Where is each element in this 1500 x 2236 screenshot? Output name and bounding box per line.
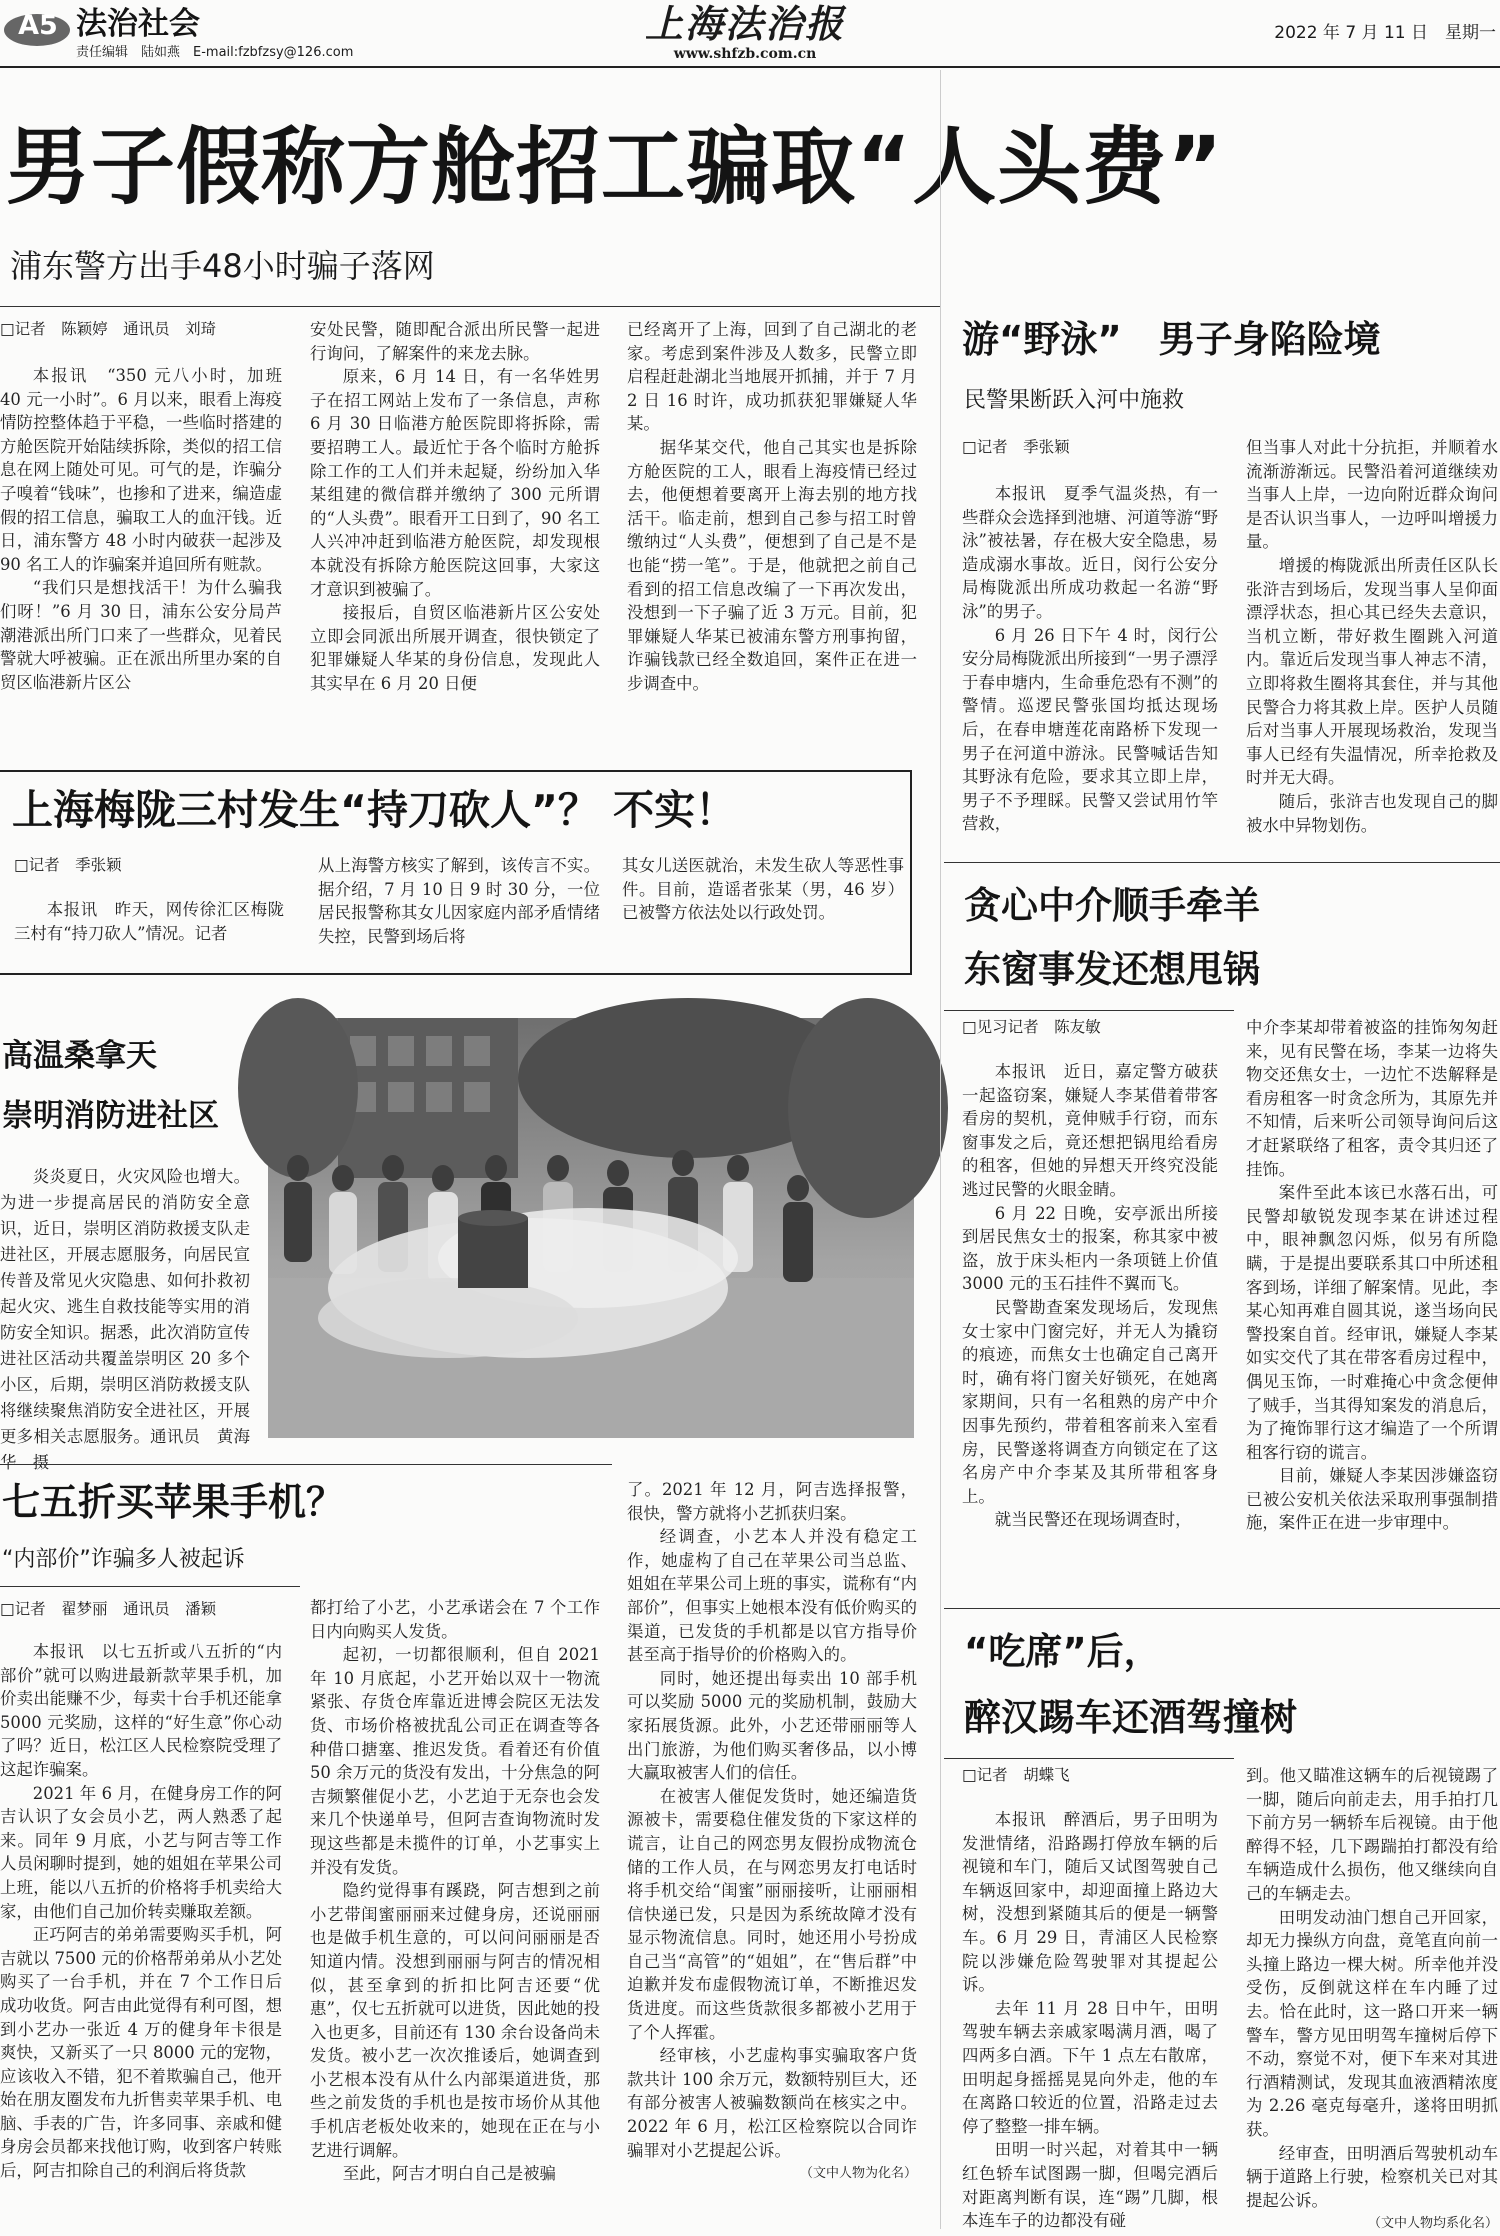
apple-column-2: 都打给了小艺，小艺承诺会在 7 个工作日内向购买人发货。 起初，一切都很顺利，但自 2021 年 10 月底起，小艺开始以双十一物流紧张、存货仓库靠近进博会院区无法发货、市场价格被扰乱公司正在调查等各种借口搪塞、推迟发货。看着还有价值 50 余万元的货没有发出，十分焦急的阿吉频繁催促小艺，小艺迫于无奈也会发来几个快递单号，但阿吉查询物流时发现这些都是未揽件的订单，小艺事实上并没有发货。 隐约觉得事有蹊跷，阿吉想到之前小艺带闺蜜丽丽来过健身房，还说丽丽也是做手机生意的，可以问问丽丽是否知道内情。没想到丽丽与阿吉的情况相似，甚至拿到的折扣比阿吉还要“优惠”，仅七五折就可以进货，因此她的投入也更多，目前还有 130 余台设备尚未发货。被小艺一次次推诿后，她调查到小艺根本没有从什么内部渠道进货，那些之前发货的手机也是按市场价从其他手机店老板处收来的，她现在正在与小艺进行调解。 至此，阿吉才明白自己是被骗 bbox=[310, 1598, 600, 2184]
apple-column-1: 本报讯 以七五折或八五折的“内部价”就可以购进最新款苹果手机，加价卖出能赚不少，每卖十台手机还能拿 5000 元奖励，这样的“好生意”你心动了吗？近日，松江区人民检察院受理了这起诈骗案。 2021 年 6 月，在健身房工作的阿吉认识了女会员小艺，两人熟悉了起来。同年 9 月底，小艺与阿吉等工作人员闲聊时提到，她的姐姐在苹果公司上班，能以八五折的价格将手机卖给大家，由他们自己加价转卖赚取差额。 正巧阿吉的弟弟需要购买手机，阿吉就以 7500 元的价格帮弟弟从小艺处购买了一台手机，并在 7 个工作日后成功收货。阿吉由此觉得有利可图，想到小艺办一张近 4 万的健身年卡很是爽快，又新买了一只 8000 元的宠物，应该收入不错，犯不着欺骗自己，他开始在朋友圈发布九折售卖苹果手机、电脑、手表的广告，许多同事、亲戚和健身房会员都来找他订购，收到客户转账后，阿吉扣除自己的利润后将货款 bbox=[0, 1642, 282, 2181]
section-title: 法治社会 bbox=[76, 6, 200, 42]
rumor-column-3: 其女儿送医就治，未发生砍人等恶性事件。目前，造谣者张某（男，46 岁）已被警方依法处以行政处罚。 bbox=[622, 856, 904, 923]
agent-byline: □见习记者 陈友敏 bbox=[962, 1018, 1101, 1036]
drunk-column-2: 到。他又瞄准这辆车的后视镜踢了一脚，随后向前走去，用手拍打几下前方另一辆轿车后视镜。由于他醉得不轻，几下踢踹拍打都没有给车辆造成什么损伤，他又继续向自己的车辆走去。 田明发动油门想自己开回家，却无力操纵方向盘，竟笔直向前一头撞上路边一棵大树。所幸他并没受伤，反倒就这样在车内睡了过去。恰在此时，这一路口开来一辆警车，警方见田明驾车撞树后停下不动，察觉不对，便下车来对其进行酒精测试，发现其血液酒精浓度为 2.26 毫克每毫升，遂将田明抓获。 经审查，田明酒后驾驶机动车辆于道路上行驶，检察机关已对其提起公诉。 （文中人物均系化名） bbox=[1246, 1764, 1498, 2229]
drunk-column-1: 本报讯 醉酒后，男子田明为发泄情绪，沿路踢打停放车辆的后视镜和车门，随后又试图驾驶自己车辆返回家中，却迎面撞上路边大树，没想到紧随其后的便是一辆警车。6 月 29 日，青浦区人民检察院以涉嫌危险驾驶罪对其提起公诉。 去年 11 月 28 日中午，田明驾驶车辆去亲戚家喝满月酒，喝了四两多白酒。下午 1 点左右散席，田明起身摇摇晃晃向外走，他的车在离路口较近的位置，沿路走过去停了整整一排车辆。 田明一时兴起，对着其中一辆红色轿车试图踢一脚，但喝完酒后对距离判断有误，连“踢”几脚，根本连车子的边都没有碰 bbox=[962, 1810, 1218, 2231]
apple-subhead: “内部价”诈骗多人被起诉 bbox=[2, 1547, 245, 1572]
drunk-rule bbox=[944, 1758, 1234, 1759]
agent-title-2: 东窗事发还想甩锅 bbox=[964, 948, 1260, 991]
swim-column-2: 但当事人对此十分抗拒，并顺着水流渐游渐远。民警沿着河道继续劝当事人上岸，一边向附近群众询问是否认识当事人，一边呼叫增援力量。 增援的梅陇派出所责任区队长张浒吉到场后，发现当事人呈仰面漂浮状态，担心其已经失去意识，当机立断，带好救生圈跳入河道内。靠近后发现当事人神志不清，立即将救生圈将其套住，并与其他民警合力将其救上岸。医护人员随后对当事人开展现场救治，发现当事人已经有失温情况，所幸抢救及时并无大碍。 随后，张浒吉也发现自己的脚被水中异物划伤。 bbox=[1246, 438, 1498, 835]
page-number-badge: A5 bbox=[4, 6, 70, 46]
apple-byline: □记者 翟梦丽 通讯员 潘颖 bbox=[0, 1600, 217, 1618]
drunk-top-rule bbox=[944, 1608, 1500, 1609]
agent-column-2: 中介李某却带着被盗的挂饰匆匆赶来，见有民警在场，李某一边将失物交还焦女士，一边忙不迭解释是看房租客一时贪念所为，其原先并不知情，后来听公司领导询问后这才赶紧联络了租客，责令其归还了挂饰。 案件至此本该已水落石出，可民警却敏锐发现李某在讲述过程中，眼神飘忽闪烁，似另有所隐瞒，于是提出要联系其口中所述租客到场，详细了解案情。见此，李某心知再难自圆其说，遂当场向民警投案自首。经审讯，嫌疑人李某如实交代了其在带客看房过程中，偶见玉饰，一时难掩心中贪念便伸了贼手，当其得知案发的消息后，为了掩饰罪行这才编造了一个所谓租客行窃的谎言。 目前，嫌疑人李某因涉嫌盗窃已被公安机关依法采取刑事强制措施，案件正在进一步审理中。 bbox=[1246, 1018, 1498, 1533]
issue-date: 2022 年 7 月 11 日 星期一 bbox=[1274, 23, 1496, 43]
fire-drill-photo bbox=[268, 1018, 914, 1438]
fire-drill-photo-art bbox=[268, 1018, 914, 1438]
swim-subhead: 民警果断跃入河中施救 bbox=[964, 388, 1185, 413]
lead-subhead: 浦东警方出手48小时骗子落网 bbox=[10, 247, 435, 285]
lead-column-1: 本报讯 “350 元八小时，加班 40 元一小时”。6 月以来，眼看上海疫情防控整体趋于平稳，一些临时搭建的方舱医院开始陆续拆除，类似的招工信息在网上随处可见。可气的是，诈骗分子嗅着“钱味”，也掺和了进来，编造虚假的招工信息，骗取工人的血汗钱。近日，浦东警方 48 小时内破获一起涉及 90 名工人的诈骗案并追回所有赃款。 “我们只是想找活干！为什么骗我们呀！”6 月 30 日，浦东公安分局芦潮港派出所门口来了一些群众，见着民警就大呼被骗。正在派出所里办案的自贸区临港新片区公 bbox=[0, 366, 282, 692]
right-column-divider bbox=[940, 70, 941, 2229]
lead-column-2: 安处民警，随即配合派出所民警一起进行询问，了解案件的来龙去脉。 原来，6 月 14 日，有一名华姓男子在招工网站上发布了一条信息，声称 6 月 30 日临港方舱医院即将拆除，需要招聘工人。最近忙于各个临时方舱拆除工作的工人们并未起疑，纷纷加入华某组建的微信群并缴纳了 300 元所谓的“人头费”。眼看开工日到了，90 名工人兴冲冲赶到临港方舱医院，却发现根本就没有拆除方舱医院这回事，大家这才意识到被骗了。 接报后，自贸区临港新片区公安处立即会同派出所展开调查，很快锁定了犯罪嫌疑人华某的身份信息，发现此人其实早在 6 月 20 日便 bbox=[310, 320, 600, 693]
rumor-column-1: 本报讯 昨天，网传徐汇区梅陇三村有“持刀砍人”情况。记者 bbox=[14, 900, 284, 943]
agent-title-1: 贪心中介顺手牵羊 bbox=[964, 884, 1260, 927]
drunk-note: （文中人物均系化名） bbox=[1367, 2216, 1498, 2232]
lead-rule bbox=[0, 306, 940, 307]
fire-title-1: 高温桑拿天 bbox=[2, 1038, 157, 1074]
website: www.shfzb.com.cn bbox=[673, 46, 817, 62]
masthead-rule bbox=[0, 66, 1500, 68]
agent-rule bbox=[944, 1010, 1234, 1011]
swim-byline: □记者 季张颖 bbox=[962, 438, 1070, 456]
rumor-column-2: 从上海警方核实了解到，该传言不实。据介绍，7 月 10 日 9 时 30 分，一位居民报警称其女儿因家庭内部矛盾情绪失控，民警到场后将 bbox=[318, 856, 600, 946]
editor-info: 责任编辑 陆如燕 E-mail:fzbfzsy@126.com bbox=[76, 45, 354, 60]
swim-column-1: 本报讯 夏季气温炎热，有一些群众会选择到池塘、河道等游“野泳”被祛暑，存在极大安全隐患，易造成溺水事故。近日，闵行公安分局梅陇派出所成功救起一名游“野泳”的男子。 6 月 26 日下午 4 时，闵行公安分局梅陇派出所接到“一男子漂浮于春申塘内，生命垂危恐有不测”的警情。巡逻民警张国均抵达现场后，在春申塘莲花南路桥下发现一男子在河道中游泳。民警喊话告知其野泳有危险，要求其立即上岸，男子不予理睬。民警又尝试用竹竿营救， bbox=[962, 484, 1218, 834]
apple-note: （文中人物为化名） bbox=[799, 2166, 917, 2182]
rumor-box bbox=[0, 770, 912, 975]
agent-top-rule bbox=[944, 862, 1500, 863]
apple-headline: 七五折买苹果手机？ bbox=[2, 1480, 345, 1524]
swim-headline: 游“野泳” 男子身陷险境 bbox=[962, 318, 1381, 361]
rumor-headline: 上海梅陇三村发生“持刀砍人”？ 不实！ bbox=[12, 786, 737, 834]
apple-column-3: 了。2021 年 12 月，阿吉选择报警，很快，警方就将小艺抓获归案。 经调查，小艺本人并没有稳定工作，她虚构了自己在苹果公司当总监、姐姐在苹果公司上班的事实，谎称有“内部价”，但事实上她根本没有低价购买的渠道，已发货的手机都是以官方指导价甚至高于指导价的价格购入的。 同时，她还提出每卖出 10 部手机可以奖励 5000 元的奖励机制，鼓励大家拓展货源。此外，小艺还带丽丽等人出门旅游，为他们购买奢侈品，以小博大赢取被害人们的信任。 在被害人催促发货时，她还编造货源被卡，需要稳住催发货的下家这样的谎言，让自己的网恋男友假扮成物流仓储的工作人员，在与网恋男友打电话时将手机交给“闺蜜”丽丽接听，让丽丽相信快递已发，只是因为系统故障才没有显示物流信息。同时，她还用小号扮成自己当“高管”的“姐姐”，在“售后群”中迫歉并发布虚假物流订单，不断推迟发货进度。而这些货款很多都被小艺用于了个人挥霍。 经审核，小艺虚构事实骗取客户货款共计 100 余万元，数额特别巨大，还有部分被害人被骗数额尚在核实之中。2022 年 6 月，松江区检察院以合同诈骗罪对小艺提起公诉。 （文中人物为化名） bbox=[627, 1478, 917, 2229]
fire-title-2: 崇明消防进社区 bbox=[2, 1098, 219, 1134]
apple-top-rule bbox=[0, 1464, 612, 1465]
drunk-title-2: 醉汉踢车还酒驾撞树 bbox=[964, 1696, 1297, 1739]
lead-column-3: 已经离开了上海，回到了自己湖北的老家。考虑到案件涉及人数多，民警立即启程赶赴湖北当地展开抓捕，并于 7 月 2 日 16 时许，成功抓获犯罪嫌疑人华某。 据华某交代，他自己其实也是拆除方舱医院的工人，眼看上海疫情已经过去，他便想着要离开上海去别的地方找活干。临走前，想到自己参与招工时曾缴纳过“人头费”，便想到了自己是不是也能“捞一笔”。于是，他就把之前自己看到的招工信息改编了一下再次发出，没想到一下子骗了近 3 万元。目前，犯罪嫌疑人华某已被浦东警方刑事拘留，诈骗钱款已经全数追回，案件正在进一步调查中。 bbox=[627, 320, 917, 693]
apple-rule bbox=[0, 1586, 300, 1587]
newspaper-logo: 上海法治报 bbox=[644, 1, 845, 46]
drunk-title-1: “吃席”后， bbox=[964, 1630, 1161, 1673]
lead-byline: □记者 陈颖婷 通讯员 刘琦 bbox=[0, 320, 217, 338]
rumor-byline: □记者 季张颖 bbox=[14, 856, 122, 874]
agent-column-1: 本报讯 近日，嘉定警方破获一起盗窃案，嫌疑人李某借着带客看房的契机，竟伸贼手行窃，而东窗事发之后，竟还想把锅甩给看房的租客，但她的异想天开终究没能逃过民警的火眼金睛。 6 月 22 日晚，安亭派出所接到居民焦女士的报案，称其家中被盗，放于床头柜内一条项链上价值 3000 元的玉石挂件不翼而飞。 民警勘查案发现场后，发现焦女士家中门窗完好，并无人为撬窃的痕迹，而焦女士也确定自己离开时，确有将门窗关好锁死，在她离家期间，只有一名租熟的房产中介因事先预约，带着租客前来入室看房，民警遂将调查方向锁定在了这名房产中介李某及其所带租客身上。 就当民警还在现场调查时， bbox=[962, 1062, 1218, 1530]
drunk-byline: □记者 胡蝶飞 bbox=[962, 1766, 1070, 1784]
fire-caption: 炎炎夏日，火灾风险也增大。为进一步提高居民的消防安全意识，近日，崇明区消防救援支队走进社区，开展志愿服务，向居民宣传普及常见火灾隐患、如何扑救初起火灾、逃生自救技能等实用的消防安全知识。据悉，此次消防宣传进社区活动共覆盖崇明区 20 多个小区，后期，崇明区消防救援支队将继续聚焦消防安全进社区，开展更多相关志愿服务。通讯员 黄海华 摄 bbox=[0, 1167, 250, 1472]
lead-headline: 男子假称方舱招工骗取“人头费” bbox=[6, 118, 1224, 216]
